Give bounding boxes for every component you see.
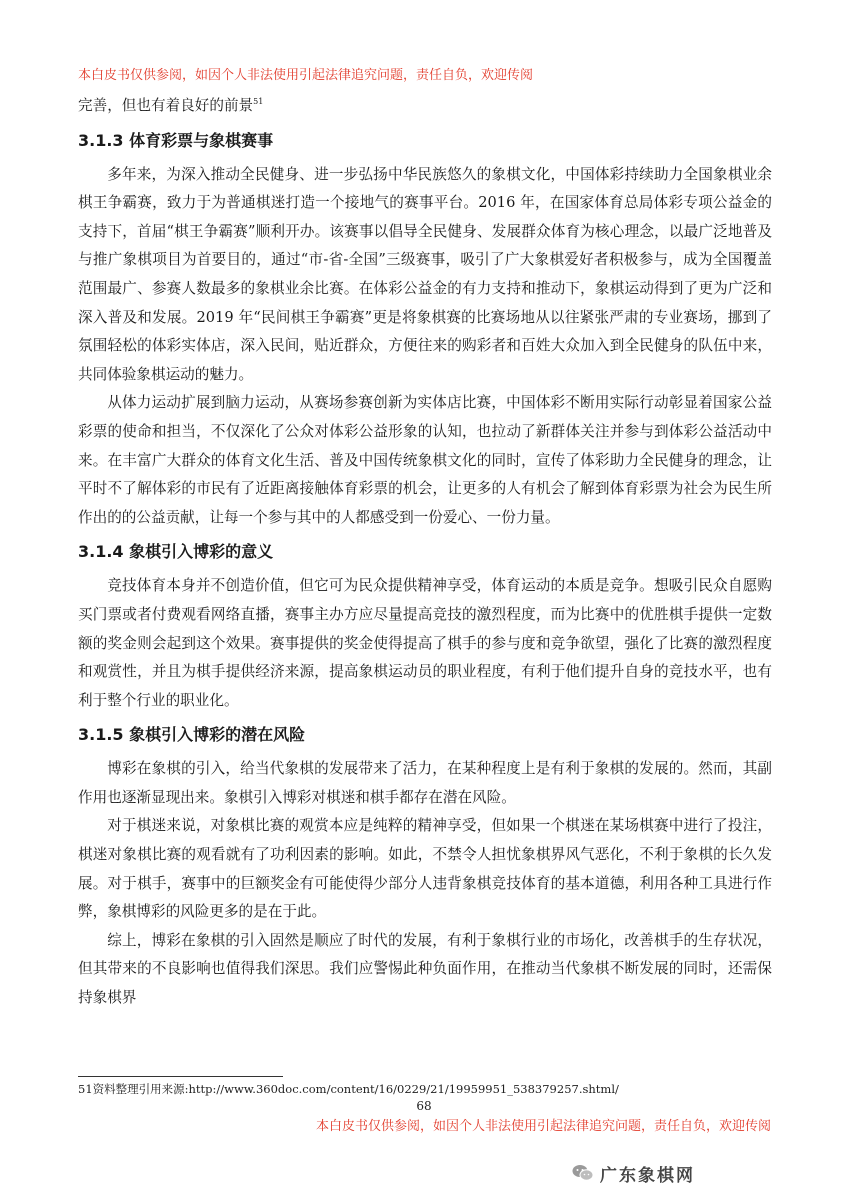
page-content xyxy=(78,92,772,1013)
section-heading-3-1-4: 3.1.4 象棋引入博彩的意义 xyxy=(78,542,274,562)
footnote: 51资料整理引用来源:http://www.360doc.com/content/16/0229/21/19959951_538379257.shtml/ xyxy=(78,1082,619,1096)
paragraph: 多年来，为深入推动全民健身、进一步弘扬中华民族悠久的象棋文化，中国体彩持续助力全国象棋业余棋王争霸赛，致力于为普通棋迷打造一个接地气的赛事平台。2016 年，在国家体育总局体彩专项公益金的支持下，首届“棋王争霸赛”顺利开办。该赛事以倡导全民健身、发展群众体育为核心理念，以最广泛地普及与推广象棋项目为首要目的，通过“市-省-全国”三级赛事，吸引了广大象棋爱好者积极参与，成为全国覆盖范围最广、参赛人数最多的象棋业余比赛。在体彩公益金的有力支持和推动下，象棋运动得到了更为广泛和深入普及和发展。2019 年“民间棋王争霸赛”更是将象棋赛的比赛场地从以往紧张严肃的专业赛场，挪到了氛围轻松的体彩实体店，深入民间，贴近群众，方便往来的购彩者和百姓大众加入到全民健身的队伍中来，共同体验象棋运动的魅力。 xyxy=(78,165,772,383)
watermark xyxy=(572,1158,695,1188)
intro-text: 完善，但也有着良好的前景 xyxy=(78,97,254,114)
paragraph: 博彩在象棋的引入，给当代象棋的发展带来了活力，在某种程度上是有利于象棋的发展的。然而，其副作用也逐渐显现出来。象棋引入博彩对棋迷和棋手都存在潜在风险。 xyxy=(78,760,772,806)
watermark-text: 广东象棋网 xyxy=(600,1165,695,1186)
section-heading-3-1-3: 3.1.3 体育彩票与象棋赛事 xyxy=(78,130,274,150)
disclaimer-footer: 本白皮书仅供参阅，如因个人非法使用引起法律追究问题，责任自负，欢迎传阅 xyxy=(316,1119,772,1134)
paragraph: 对于棋迷来说，对象棋比赛的观赏本应是纯粹的精神享受，但如果一个棋迷在某场棋赛中进行了投注，棋迷对象棋比赛的观看就有了功利因素的影响。如此，不禁令人担忧象棋界风气恶化，不利于象棋的长久发展。对于棋手，赛事中的巨额奖金有可能使得少部分人违背象棋竞技体育的基本道德，利用各种工具进行作弊，象棋博彩的风险更多的是在于此。 xyxy=(78,817,772,921)
paragraph: 综上，博彩在象棋的引入固然是顺应了时代的发展，有利于象棋行业的市场化，改善棋手的生存状况，但其带来的不良影响也值得我们深思。我们应警惕此种负面作用，在推动当代象棋不断发展的同时，还需保持象棋界 xyxy=(78,931,772,1007)
footnote-divider xyxy=(78,1076,283,1077)
page-number: 68 xyxy=(416,1099,432,1113)
section-heading-3-1-5: 3.1.5 象棋引入博彩的潜在风险 xyxy=(78,725,306,745)
paragraph: 从体力运动扩展到脑力运动，从赛场参赛创新为实体店比赛，中国体彩不断用实际行动彰显着国家公益彩票的使命和担当，不仅深化了公众对体彩公益形象的认知，也拉动了新群体关注并参与到体彩公益活动中来。在丰富广大群众的体育文化生活、普及中国传统象棋文化的同时，宣传了体彩助力全民健身的理念，让平时不了解体彩的市民有了近距离接触体育彩票的机会，让更多的人有机会了解到体育彩票为社会为民生所作出的的公益贡献，让每一个参与其中的人都感受到一份爱心、一份力量。 xyxy=(78,394,772,526)
intro-line xyxy=(78,92,772,121)
wechat-icon xyxy=(572,1164,594,1182)
disclaimer-header: 本白皮书仅供参阅，如因个人非法使用引起法律追究问题，责任自负，欢迎传阅 xyxy=(78,68,534,83)
paragraph: 竞技体育本身并不创造价值，但它可为民众提供精神享受，体育运动的本质是竞争。想吸引民众自愿购买门票或者付费观看网络直播，赛事主办方应尽量提高竞技的激烈程度，而为比赛中的优胜棋手提供一定数额的奖金则会起到这个效果。赛事提供的奖金使得提高了棋手的参与度和竞争欲望，强化了比赛的激烈程度和观赏性，并且为棋手提供经济来源，提高象棋运动员的职业程度，有利于他们提升自身的竞技水平，也有利于整个行业的职业化。 xyxy=(78,577,772,709)
footnote-marker: 51 xyxy=(253,97,264,107)
